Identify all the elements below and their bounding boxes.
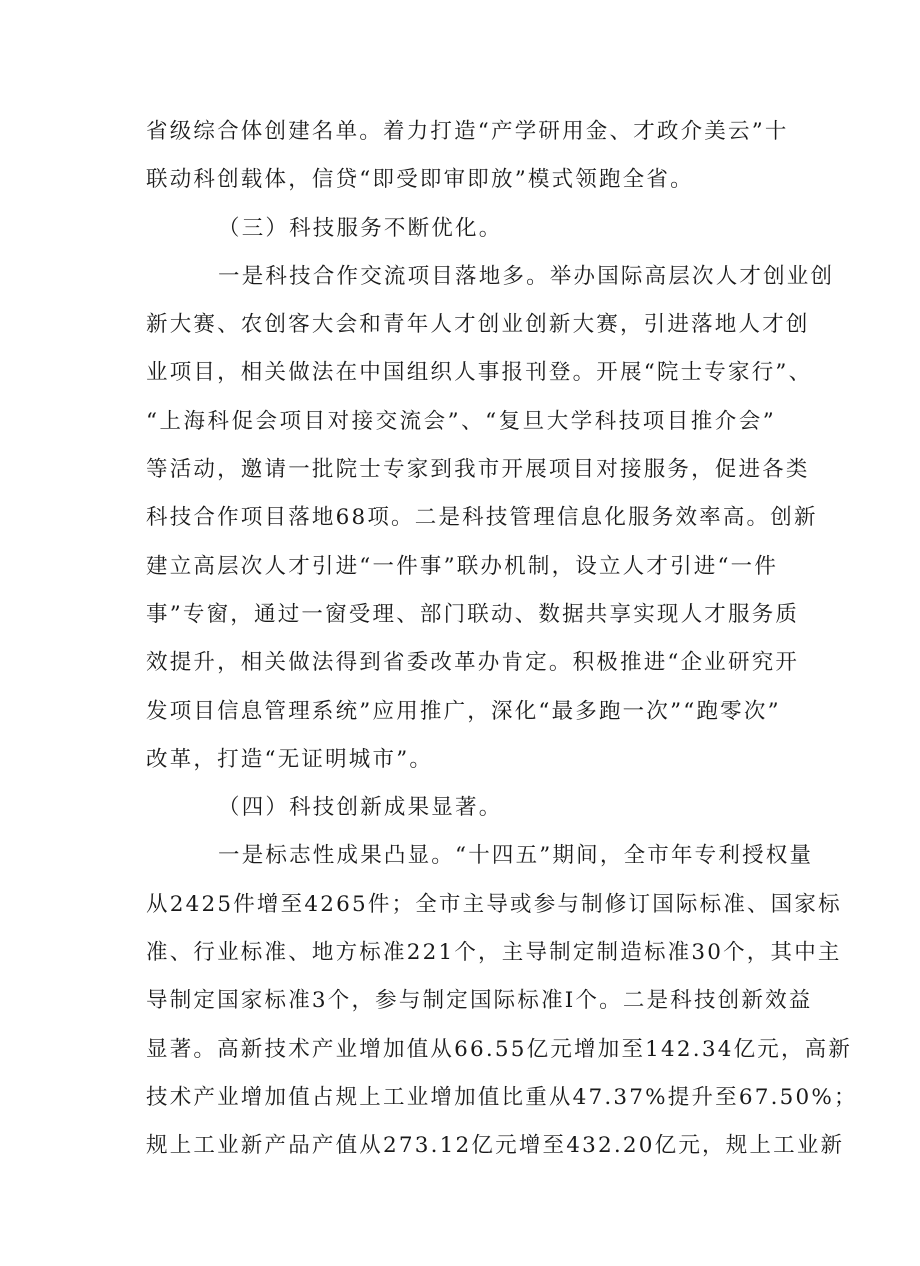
body-text xyxy=(146,108,858,1171)
paragraph-line: 技术产业增加值占规上工业增加值比重从47.37%提升至67.50%； xyxy=(146,1084,858,1110)
paragraph-line: 改革，打造“无证明城市”。 xyxy=(146,746,434,772)
paragraph-line: 发项目信息管理系统”应用推广，深化“最多跑一次”“跑零次” xyxy=(146,698,781,724)
paragraph-line: 导制定国家标准3个，参与制定国际标准I个。二是科技创新效益 xyxy=(146,988,813,1014)
paragraph-line: 建立高层次人才引进“一件事”联办机制，设立人才引进“一件 xyxy=(146,553,779,579)
section-heading: （四）科技创新成果显著。 xyxy=(218,795,503,821)
paragraph-line: 一是科技合作交流项目落地多。举办国际高层次人才创业创 xyxy=(218,263,835,289)
paragraph-line: 显著。高新技术产业增加值从66.55亿元增加至142.34亿元，高新 xyxy=(146,1036,853,1062)
paragraph-line: 新大赛、农创客大会和青年人才创业创新大赛，引进落地人才创 xyxy=(146,312,810,338)
paragraph-line: 效提升，相关做法得到省委改革办肯定。积极推进“企业研究开 xyxy=(146,650,800,676)
paragraph-line: 业项目，相关做法在中国组织人事报刊登。开展“院士专家行”、 xyxy=(146,360,813,386)
paragraph-line: 事”专窗，通过一窗受理、部门联动、数据共享实现人才服务质 xyxy=(146,601,800,627)
paragraph-line: 从2425件增至4265件；全市主导或参与制修订国际标准、国家标 xyxy=(146,891,842,917)
paragraph-line: 等活动，邀请一批院士专家到我市开展项目对接服务，促进各类 xyxy=(146,457,810,483)
section-heading: （三）科技服务不断优化。 xyxy=(218,215,503,241)
paragraph-line: 联动科创载体，信贷“即受即审即放”模式领跑全省。 xyxy=(146,167,694,193)
paragraph-line: 规上工业新产品产值从273.12亿元增至432.20亿元，规上工业新 xyxy=(146,1133,845,1159)
paragraph-line: 省级综合体创建名单。着力打造“产学研用金、才政介美云”十 xyxy=(146,119,789,144)
paragraph-line: 一是标志性成果凸显。“十四五”期间，全市年专利授权量 xyxy=(218,843,814,869)
paragraph-line: 准、行业标准、地方标准221个，主导制定制造标准30个，其中主 xyxy=(146,940,842,966)
paragraph-line: “上海科促会项目对接交流会”、“复旦大学科技项目推介会” xyxy=(146,408,776,434)
paragraph-line: 科技合作项目落地68项。二是科技管理信息化服务效率高。创新 xyxy=(146,505,818,531)
